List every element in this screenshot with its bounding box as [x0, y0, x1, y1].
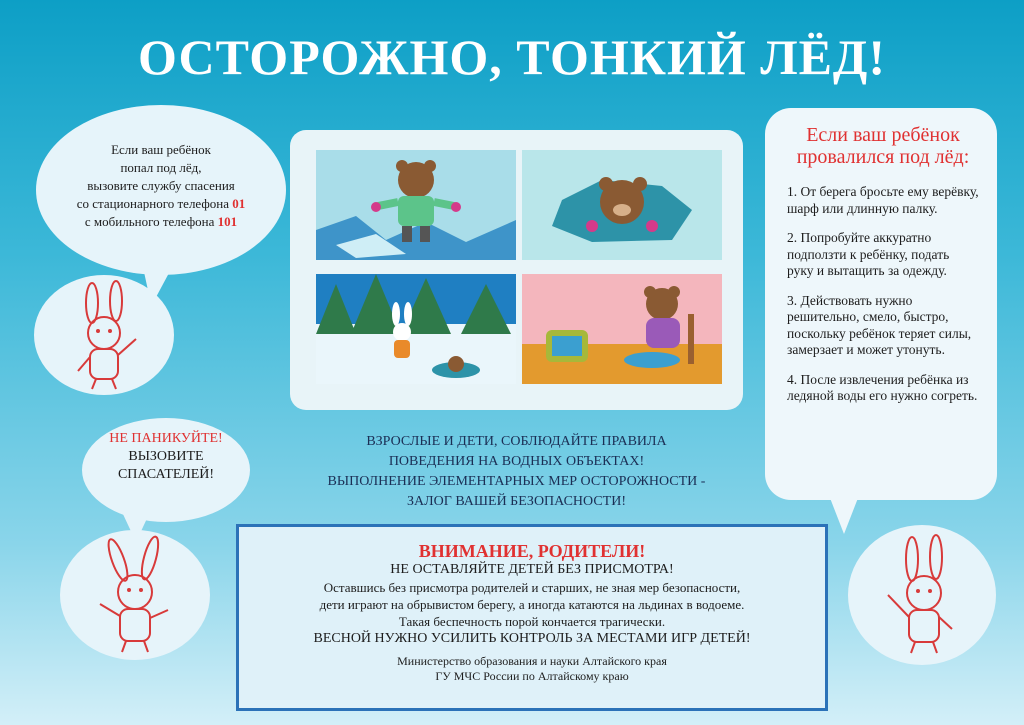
safety-rules-message: [290, 432, 743, 512]
notice-body-line: Оставшись без присмотра родителей и старших, не зная мер безопасности,: [323, 580, 741, 595]
message-line: ВЫПОЛНЕНИЕ ЭЛЕМЕНТАРНЫХ МЕР ОСТОРОЖНОСТИ -: [327, 474, 706, 489]
panic-line: ВЫЗОВИТЕ: [128, 449, 204, 464]
panic-bubble: [82, 418, 250, 522]
rabbit-mascot-icon: [60, 530, 210, 660]
message-line: ВЗРОСЛЫЕ И ДЕТИ, СОБЛЮДАЙТЕ ПРАВИЛА: [366, 434, 667, 449]
bubble-line: попал под лёд,: [120, 160, 202, 175]
rabbit-rescuer-icon: [316, 274, 516, 384]
parents-notice: [236, 524, 828, 711]
panel-rabbit-rescue: [316, 274, 516, 384]
panic-line: СПАСАТЕЛЕЙ!: [117, 467, 215, 482]
bubble-line: со стационарного телефона 01: [76, 196, 246, 211]
rabbit-mascot-icon: [34, 275, 174, 395]
rabbit-mascot-circle: [848, 525, 996, 665]
notice-footer: Министерство образования и науки Алтайского края: [397, 654, 667, 668]
bubble-line: вызовите службу спасения: [87, 178, 235, 193]
rabbit-mascot-circle: [34, 275, 174, 395]
panel-bear-in-hole: [522, 150, 722, 260]
notice-call: ВЕСНОЙ НУЖНО УСИЛИТЬ КОНТРОЛЬ ЗА МЕСТАМИ ИГР ДЕТЕЙ!: [313, 631, 751, 646]
landline-number: 01: [232, 196, 246, 211]
instruction-step: 3. Действовать нужно решительно, смело, быстро, поскольку ребёнок теряет силы, замерзает и может утонуть.: [787, 292, 972, 357]
instructions-title: Если ваш ребёнок провалился под лёд:: [796, 124, 970, 168]
bear-in-ice-hole-icon: [522, 150, 722, 260]
panel-bear-warming: [522, 274, 722, 384]
notice-body-line: дети играют на обрывистом берегу, а иногда катаются на льдинах в водоеме.: [319, 597, 745, 612]
bubble-line: Если ваш ребёнок: [111, 142, 211, 157]
rabbit-mascot-icon: [848, 525, 996, 665]
panic-warning: НЕ ПАНИКУЙТЕ!: [109, 431, 223, 446]
message-line: ЗАЛОГ ВАШЕЙ БЕЗОПАСНОСТИ!: [407, 494, 626, 509]
bubble-tail: [830, 498, 858, 534]
poster-title: ОСТОРОЖНО, ТОНКИЙ ЛЁД!: [138, 29, 886, 85]
notice-footer: ГУ МЧС России по Алтайскому краю: [435, 669, 629, 683]
rabbit-mascot-circle: [60, 530, 210, 660]
illustration-panel: [290, 130, 743, 410]
emergency-call-bubble: [36, 105, 286, 275]
bear-on-ice-icon: [316, 150, 516, 260]
instruction-step: 4. После извлечения ребёнка из ледяной воды его нужно согреть.: [787, 371, 978, 403]
notice-subheading: НЕ ОСТАВЛЯЙТЕ ДЕТЕЙ БЕЗ ПРИСМОТРА!: [390, 562, 674, 577]
bear-warming-icon: [522, 274, 722, 384]
bubble-line: с мобильного телефона 101: [84, 214, 238, 229]
notice-body-line: Такая беспечность порой кончается трагически.: [398, 614, 666, 629]
rescue-instructions-panel: [765, 108, 997, 500]
mobile-number: 101: [217, 214, 238, 229]
panel-bear-on-ice: [316, 150, 516, 260]
notice-heading: ВНИМАНИЕ, РОДИТЕЛИ!: [418, 541, 646, 561]
instruction-step: 1. От берега бросьте ему верёвку, шарф или длинную палку.: [787, 184, 979, 216]
message-line: ПОВЕДЕНИЯ НА ВОДНЫХ ОБЪЕКТАХ!: [388, 454, 645, 469]
instruction-step: 2. Попробуйте аккуратно подползти к ребёнку, подать руку и вытащить за одежду.: [787, 230, 950, 278]
